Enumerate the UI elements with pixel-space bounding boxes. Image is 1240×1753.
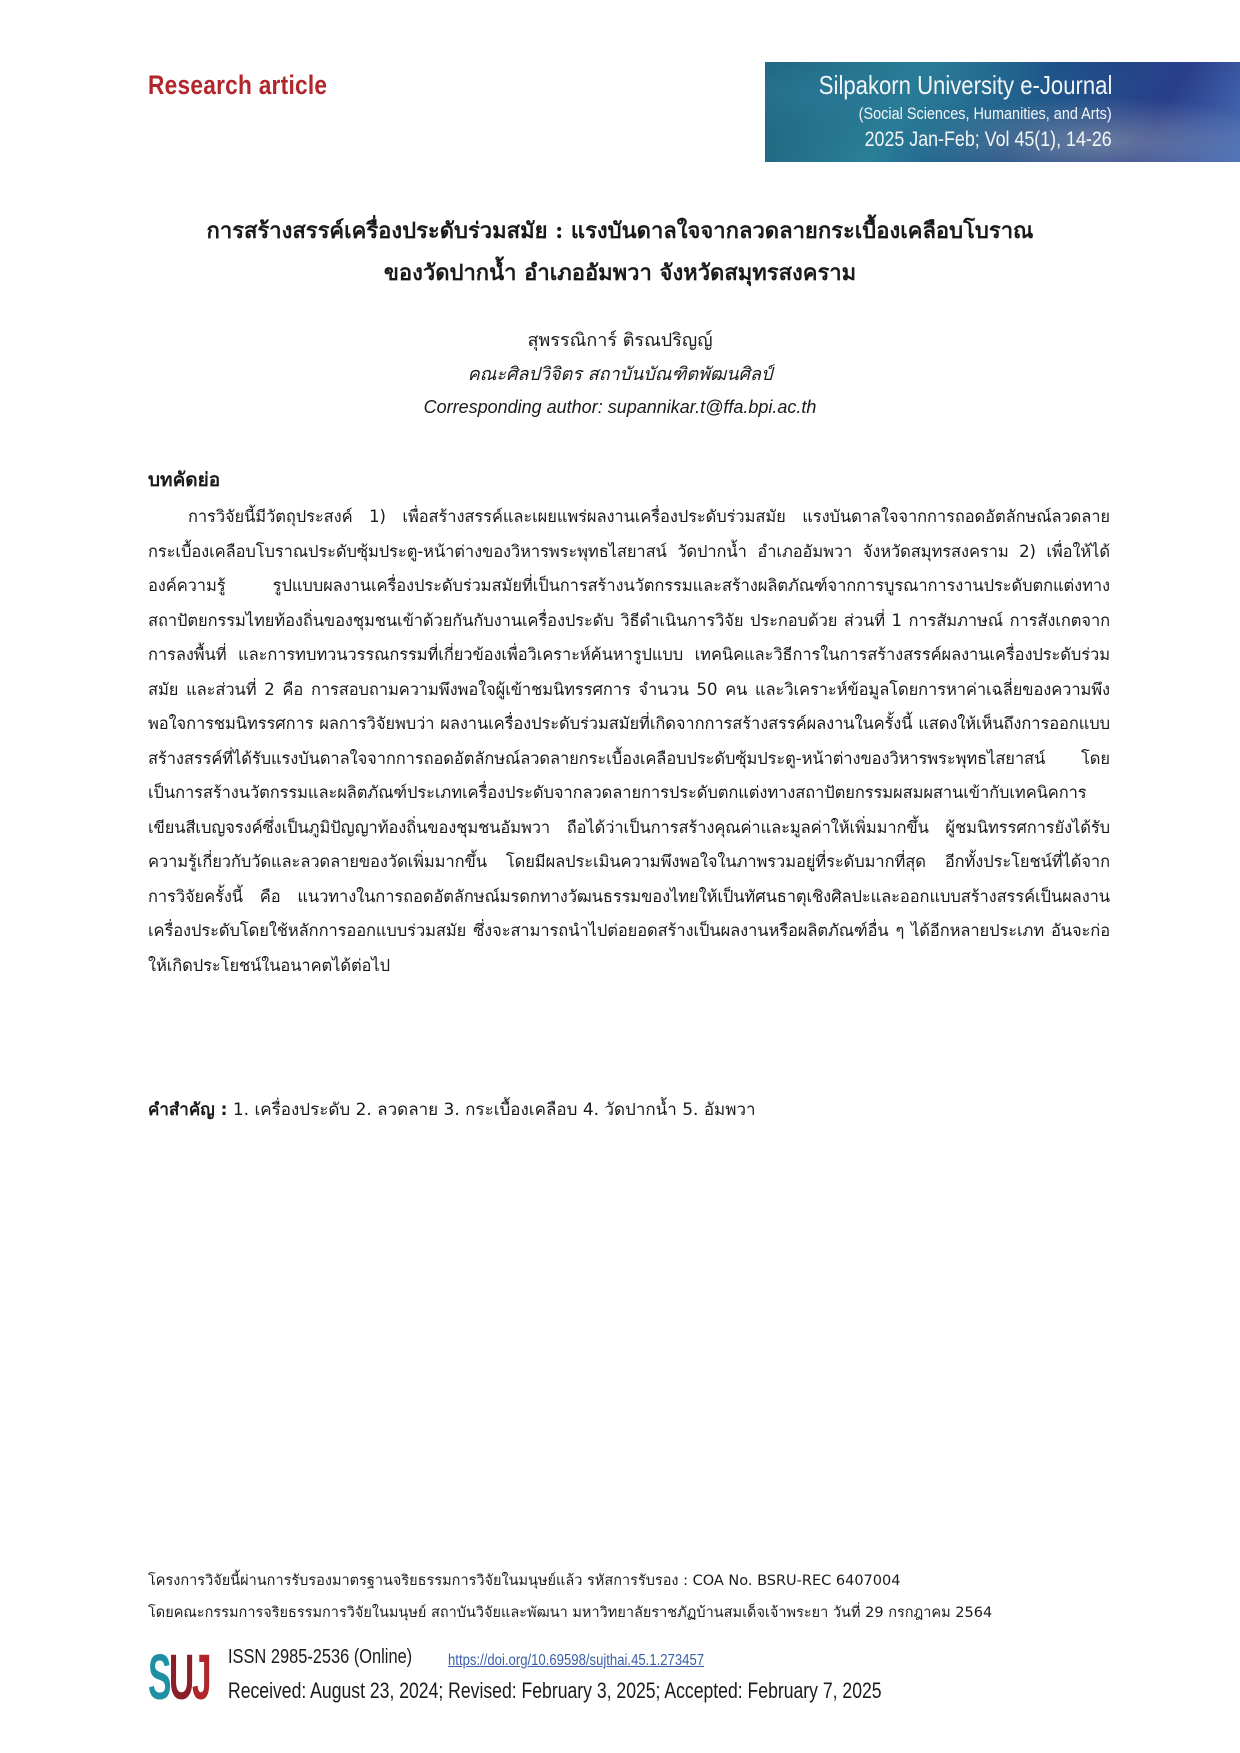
keywords-text: 1. เครื่องประดับ 2. ลวดลาย 3. กระเบื้องเคลือบ 4. วัดปากน้ำ 5. อัมพวา <box>232 1100 756 1120</box>
abstract-body: การวิจัยนี้มีวัตถุประสงค์ 1) เพื่อสร้างสรรค์และเผยแพร่ผลงานเครื่องประดับร่วมสมัย แรงบันดาลใจจากการถอดอัตลักษณ์ลวดลายกระเบื้องเคลือบโบราณประดับซุ้มประตู-หน้าต่างของวิหารพระพุทธไสยาสน์ วัดปากน้ำ อำเภออัมพวา จังหวัดสมุทรสงคราม 2) เพื่อให้ได้องค์ความรู้ รูปแบบผลงานเครื่องประดับร่วมสมัยที่เป็นการสร้างนวัตกรรมและสร้างผลิตภัณฑ์จากการบูรณาการงานประดับตกแต่งทางสถาปัตยกรรมไทยท้องถิ่นของชุมชนเข้าด้วยกันกับงานเครื่องประดับ วิธีดำเนินการวิจัย ประกอบด้วย ส่วนที่ 1 การสัมภาษณ์ การสังเกตจากการลงพื้นที่ และการทบทวนวรรณกรรมที่เกี่ยวข้องเพื่อวิเคราะห์ค้นหารูปแบบ เทคนิคและวิธีการในการสร้างสรรค์ผลงานเครื่องประดับร่วมสมัย และส่วนที่ 2 คือ การสอบถามความพึงพอใจผู้เข้าชมนิทรรศการ จำนวน 50 คน และวิเคราะห์ข้อมูลโดยการหาค่าเฉลี่ยของความพึงพอใจการชมนิทรรศการ ผลการวิจัยพบว่า ผลงานเครื่องประดับร่วมสมัยที่เกิดจากการสร้างสรรค์ผลงานในครั้งนี้ แสดงให้เห็นถึงการออกแบบสร้างสรรค์ที่ได้รับแรงบันดาลใจจากการถอดอัตลักษณ์ลวดลายกระเบื้องเคลือบประดับซุ้มประตู-หน้าต่างของวิหารพระพุทธไสยาสน์ โดยเป็นการสร้างนวัตกรรมและผลิตภัณฑ์ประเภทเครื่องประดับจากลวดลายการประดับตกแต่งทางสถาปัตยกรรมผสมผสานเข้ากับเทคนิคการเขียนสีเบญจรงค์ซึ่งเป็นภูมิปัญญาท้องถิ่นของชุมชนอัมพวา ถือได้ว่าเป็นการสร้างคุณค่าและมูลค่าให้เพิ่มมากขึ้น ผู้ชมนิทรรศการยังได้รับความรู้เกี่ยวกับวัดและลวดลายของวัดเพิ่มมากขึ้น โดยมีผลประเมินความพึงพอใจในภาพรวมอยู่ที่ระดับมากที่สุด อีกทั้งประโยชน์ที่ได้จากการวิจัยครั้งนี้ คือ แนวทางในการถอดอัตลักษณ์มรดกทางวัฒนธรรมของไทยให้เป็นทัศนธาตุเชิงศิลปะและออกแบบสร้างสรรค์เป็นผลงานเครื่องประดับโดยใช้หลักการออกแบบร่วมสมัย ซึ่งจะสามารถนำไปต่อยอดสร้างเป็นผลงานหรือผลิตภัณฑ์อื่น ๆ ได้อีกหลายประเภท อันจะก่อให้เกิดประโยชน์ในอนาคตได้ต่อไป <box>148 507 1110 975</box>
paper-title-line-1: การสร้างสรรค์เครื่องประดับร่วมสมัย : แรงบันดาลใจจากลวดลายกระเบื้องเคลือบโบราณ <box>206 218 1034 244</box>
suj-logo <box>148 1643 220 1705</box>
corresponding-author: Corresponding author: supannikar.t@ffa.bpi.ac.th <box>423 397 817 417</box>
abstract-heading: บทคัดย่อ <box>148 469 221 491</box>
paper-title <box>140 210 1100 294</box>
svg-text:J: J <box>192 1643 212 1705</box>
article-type-label: Research article <box>148 70 328 100</box>
journal-issue: 2025 Jan-Feb; Vol 45(1), 14-26 <box>864 128 1112 151</box>
doi-link[interactable]: https://doi.org/10.69598/sujthai.45.1.273457 <box>448 1652 705 1669</box>
svg-text:S: S <box>148 1643 172 1705</box>
journal-banner <box>765 62 1240 162</box>
author-affiliation: คณะศิลปวิจิตร สถาบันบัณฑิตพัฒนศิลป์ <box>467 364 773 385</box>
keywords-label: คำสำคัญ : <box>148 1100 228 1120</box>
keywords <box>148 1096 756 1123</box>
issn: ISSN 2985-2536 (Online) <box>228 1646 413 1668</box>
ethics-note-line-1: โครงการวิจัยนี้ผ่านการรับรองมาตรฐานจริยธรรมการวิจัยในมนุษย์แล้ว รหัสการรับรอง : COA No. BSRU-REC 6407004 <box>148 1573 901 1589</box>
ethics-note-line-2: โดยคณะกรรมการจริยธรรมการวิจัยในมนุษย์ สถาบันวิจัยและพัฒนา มหาวิทยาลัยราชภัฏบ้านสมเด็จเจ้าพระยา วันที่ 29 กรกฎาคม 2564 <box>148 1605 993 1621</box>
submission-dates: Received: August 23, 2024; Revised: February 3, 2025; Accepted: February 7, 2025 <box>228 1678 882 1703</box>
ethics-note <box>148 1565 992 1629</box>
svg-text:U: U <box>168 1643 195 1705</box>
paper-title-line-2: ของวัดปากน้ำ อำเภออัมพวา จังหวัดสมุทรสงคราม <box>383 260 857 286</box>
author-name: สุพรรณิการ์ ติรณปริญญ์ <box>527 330 713 351</box>
journal-name: Silpakorn University e-Journal <box>818 70 1112 100</box>
journal-subtitle: (Social Sciences, Humanities, and Arts) <box>859 104 1112 123</box>
